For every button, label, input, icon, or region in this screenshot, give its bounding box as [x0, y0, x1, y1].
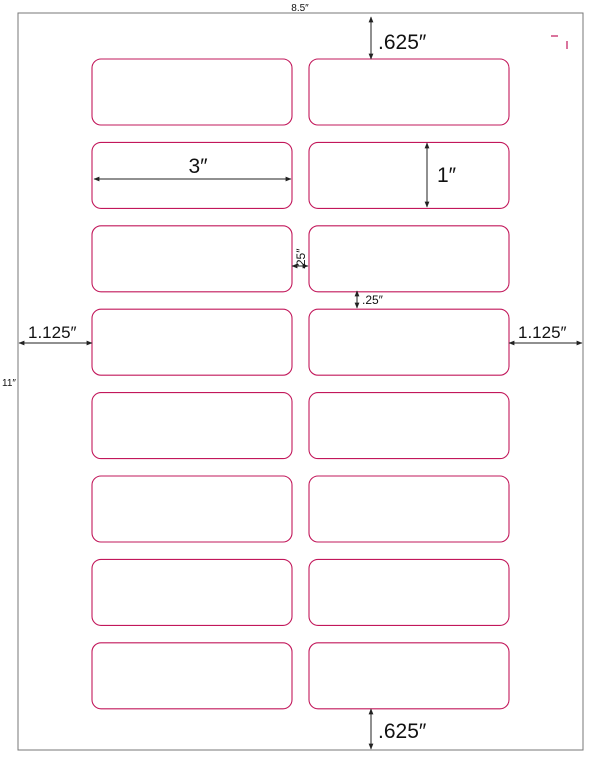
label-outline [92, 309, 292, 375]
label-outline [309, 59, 509, 125]
label-outline [309, 142, 509, 208]
label-outline [309, 309, 509, 375]
label-outline [92, 59, 292, 125]
bottom-margin-label: .625″ [378, 720, 427, 743]
left-margin-dimension [19, 323, 92, 343]
label-outline [309, 559, 509, 625]
label-width-dimension [94, 155, 291, 179]
sheet-height-label: 11″ [2, 378, 16, 389]
sheet-outline [18, 13, 583, 750]
horizontal-gap-dimension [292, 248, 308, 270]
label-height-label: 1″ [437, 164, 457, 187]
label-outline [92, 393, 292, 459]
label-outline [92, 559, 292, 625]
left-margin-label: 1.125″ [28, 323, 77, 342]
label-outline [309, 226, 509, 292]
label-outline [309, 393, 509, 459]
right-margin-label: 1.125″ [518, 323, 567, 342]
label-outline [92, 226, 292, 292]
corner-mark-icon [551, 36, 567, 49]
label-width-label: 3″ [188, 155, 208, 178]
label-grid [92, 59, 509, 709]
horizontal-gap-label: .25″ [294, 248, 308, 270]
top-margin-dimension [371, 17, 427, 59]
label-height-dimension [427, 143, 457, 207]
right-margin-dimension [509, 323, 582, 343]
label-outline [309, 476, 509, 542]
sheet-width-label: 8.5″ [291, 3, 309, 14]
label-outline [92, 476, 292, 542]
label-outline [309, 643, 509, 709]
top-margin-label: .625″ [378, 31, 427, 54]
label-outline [92, 643, 292, 709]
vertical-gap-dimension [357, 291, 384, 308]
bottom-margin-dimension [371, 709, 427, 749]
vertical-gap-label: .25″ [362, 293, 383, 307]
